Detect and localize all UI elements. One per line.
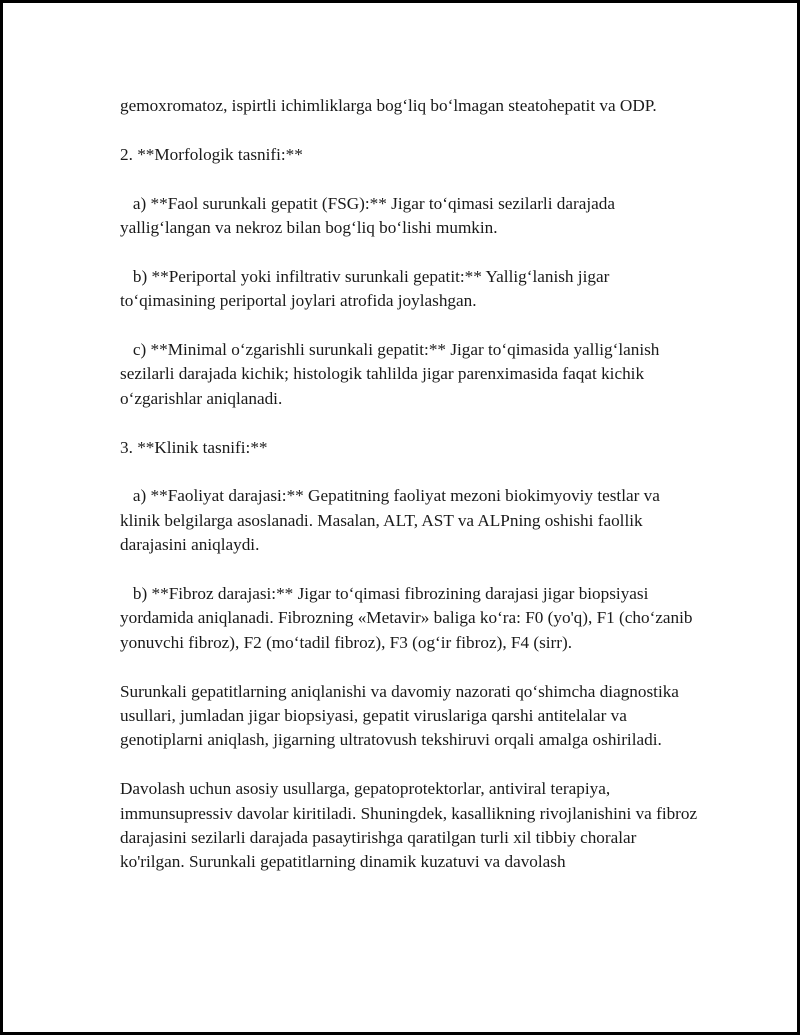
paragraph-davolash: Davolash uchun asosiy usullarga, gepatoprotektorlar, antiviral terapiya, immunsupressiv davolar kiritiladi. Shuningdek, kasallikning rivojlanishini va fibroz darajasini sezilarli darajada pasaytirishga qaratilgan turli xil tibbiy choralar ko'rilgan. Surunkali gepatitlarning dinamik kuzatuvi va davolash	[120, 779, 702, 872]
paragraph-spacer	[120, 558, 700, 582]
paragraph-spacer	[120, 753, 700, 777]
paragraph-continuation: gemoxromatoz, ispirtli ichimliklarga bog‘liq bo‘lmagan steatohepatit va ODP.	[120, 96, 657, 115]
paragraph-spacer	[120, 411, 700, 435]
paragraph-diagnostika: Surunkali gepatitlarning aniqlanishi va davomiy nazorati qo‘shimcha diagnostika usullari, jumladan jigar biopsiyasi, gepatit viruslariga qarshi antitelalar va genotiplarni aniqlash, jigarning ultratovush tekshiruvi orqali amalga oshiriladi.	[120, 681, 684, 750]
paragraph-item-c-minimal: c) **Minimal o‘zgarishli surunkali gepatit:** Jigar to‘qimasida yallig‘lanish sezilarli darajada kichik; histologik tahlilda jigar parenximasida faqat kichik o‘zgarishlar aniqlanadi.	[120, 340, 664, 408]
paragraph-item-b-fibroz: b) **Fibroz darajasi:** Jigar to‘qimasi fibrozining darajasi jigar biopsiyasi yordamida aniqlanadi. Fibrozning «Metavir» baliga ko‘ra: F0 (yo'q), F1 (cho‘zanib yonuvchi fibroz), F2 (mo‘tadil fibroz), F3 (og‘ir fibroz), F4 (sirr).	[120, 584, 697, 652]
paragraph-spacer	[120, 240, 700, 264]
heading-klinik-tasnifi: 3. **Klinik tasnifi:**	[120, 437, 268, 457]
paragraph-spacer	[120, 655, 700, 679]
paragraph-item-a-faol: a) **Faol surunkali gepatit (FSG):** Jigar to‘qimasi sezilarli darajada yallig‘langan va nekroz bilan bog‘liq bo‘lishi mumkin.	[120, 193, 620, 237]
paragraph-spacer	[120, 167, 700, 191]
document-body	[120, 94, 700, 875]
paragraph-spacer	[120, 460, 700, 484]
paragraph-item-a-faoliyat: a) **Faoliyat darajasi:** Gepatitning faoliyat mezoni biokimyoviy testlar va klinik belgilarga asoslanadi. Masalan, ALT, AST va ALPning oshishi faollik darajasini aniqlaydi.	[120, 486, 665, 555]
heading-morfologik-tasnifi: 2. **Morfologik tasnifi:**	[120, 144, 303, 164]
paragraph-spacer	[120, 314, 700, 338]
paragraph-item-b-periportal: b) **Periportal yoki infiltrativ surunkali gepatit:** Yallig‘lanish jigar to‘qimasining periportal joylari atrofida joylashgan.	[120, 266, 614, 311]
paragraph-spacer	[120, 118, 700, 142]
